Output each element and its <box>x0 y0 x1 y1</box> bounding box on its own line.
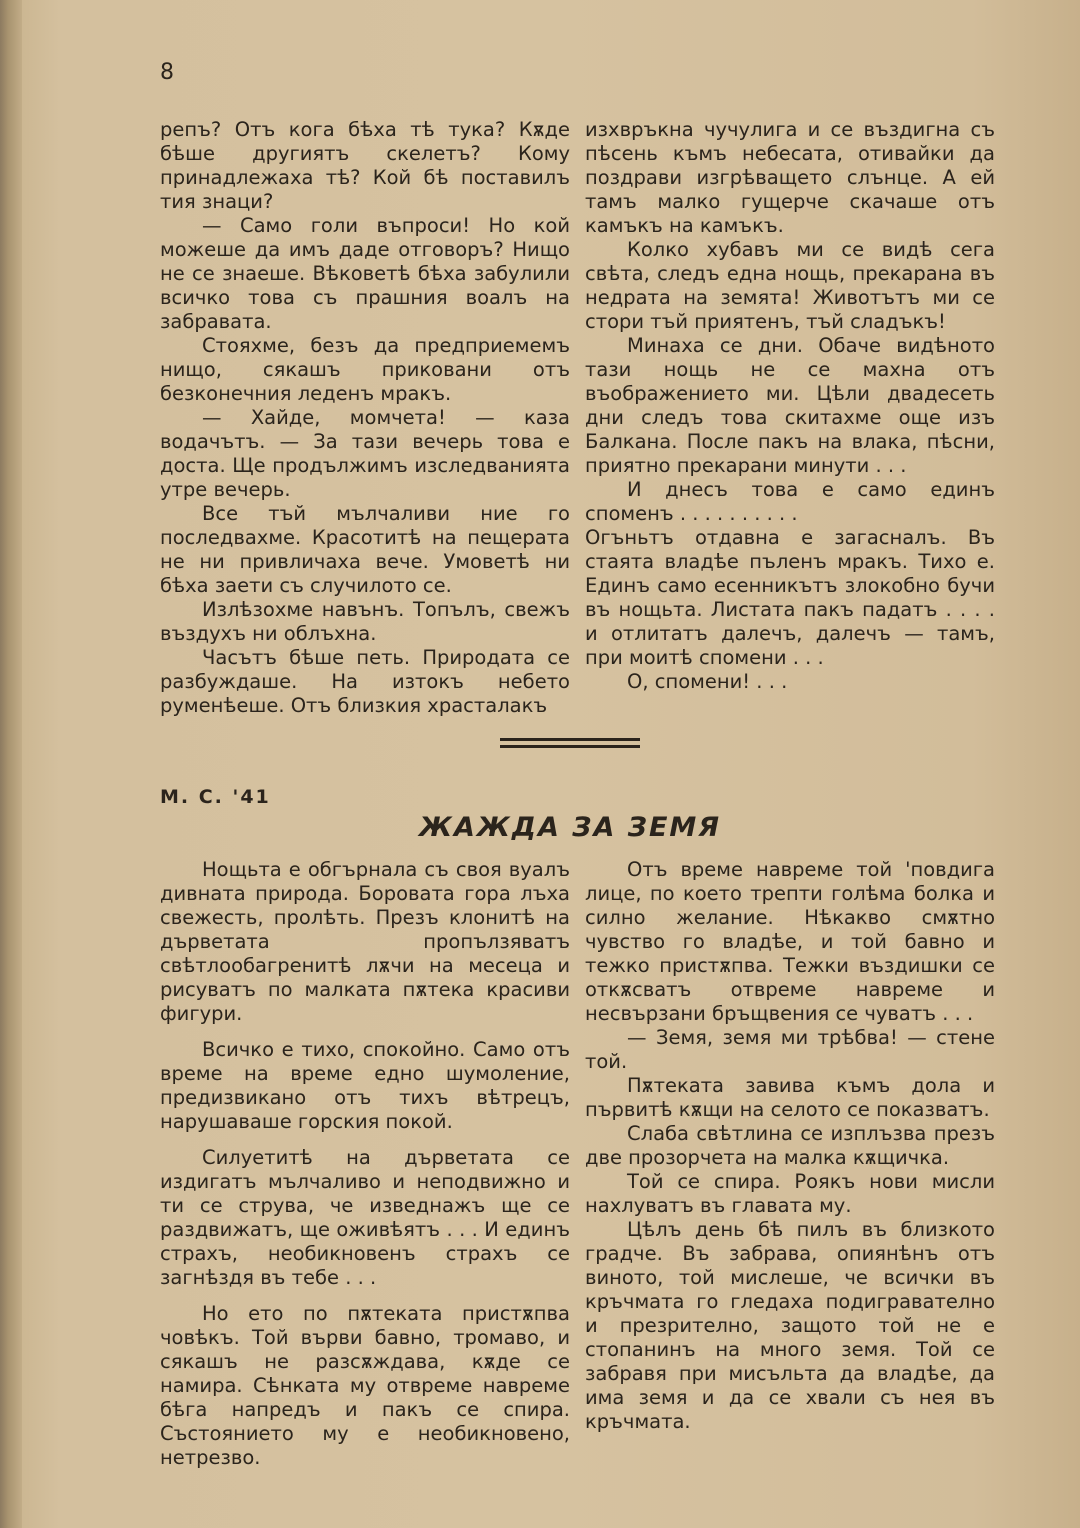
paragraph: Всичко е тихо, спокойно. Само отъ време на време едно шумоление, предизвикано отъ тихъ вѣтрецъ, нарушаваше горския покой. <box>160 1038 570 1133</box>
article-title: ЖАЖДА ЗА ЗЕМЯ <box>418 812 722 843</box>
paragraph: Но ето по пѫтеката пристѫпва човѣкъ. Той върви бавно, тромаво, и сякашъ не разсѫждава, кѫде се намира. Сѣнката му отвреме навреме бѣга напредъ и пакъ се спира. Състоянието му е необикновено, нетрезво. <box>160 1302 570 1469</box>
paragraph: Минаха се дни. Обаче видѣното тази нощь не се махна отъ въображението ми. Цѣли двадесеть дни следъ това скитахме още изъ Балкана. После пакъ на влака, пѣсни, приятно прекарани минути . . . <box>585 334 995 477</box>
paragraph: Той се спира. Роякъ нови мисли нахлуватъ въ главата му. <box>585 1170 995 1217</box>
paragraph: И днесъ това е само единъ споменъ . . . . . . . . . . <box>585 478 995 525</box>
paragraph: Отъ време навреме той 'повдига лице, по което трепти голѣма болка и силно желание. Нѣкакво смѫтно чувство го владѣе, и той бавно и тежко пристѫпва. Тежки въздишки се откѫсватъ отвреме навреме и несвързани бръщвения се чуватъ . . . <box>585 858 995 1025</box>
paragraph: репъ? Отъ кога бѣха тѣ тука? Кѫде бѣше другиятъ скелетъ? Кому принадлежаха тѣ? Кой бѣ поставилъ тия знаци? <box>160 118 570 213</box>
paragraph: Стояхме, безъ да предприемемъ нищо, сякашъ приковани отъ безконечния леденъ мракъ. <box>160 334 570 405</box>
paragraph: Цѣлъ день бѣ пилъ въ близкото градче. Въ забрава, опиянѣнъ отъ виното, той мислеше, че всички въ кръчмата го гледаха подигравателно и презрително, защото той не е стопанинъ на много земя. Той се забравя при мисъльта да владѣе, да има земя и да се хвали съ нея въ кръчмата. <box>585 1218 995 1433</box>
paragraph: Все тъй мълчаливи ние го последвахме. Красотитѣ на пещерата не ни привличаха вече. Умоветѣ ни бѣха заети съ случилото се. <box>160 502 570 597</box>
article-right-column <box>585 858 995 1434</box>
paragraph: Слаба свѣтлина се изплъзва презъ две прозорчета на малка кѫщичка. <box>585 1122 995 1169</box>
paragraph: — Само голи въпроси! Но кой можеше да имъ даде отговоръ? Нищо не се знаеше. Вѣковетѣ бѣха забулили всичко това съ прашния воалъ на забравата. <box>160 214 570 333</box>
paragraph: Силуетитѣ на дърветата се издигатъ мълчаливо и неподвижно и ти се струва, че изведнажъ ще се раздвижатъ, ще оживѣятъ . . . И единъ страхъ, необикновенъ страхъ се загнѣздя въ тебе . . . <box>160 1146 570 1289</box>
story-end-right-column <box>585 118 995 694</box>
story-end-left-column <box>160 118 570 718</box>
author-signature: М. С. '41 <box>160 786 271 808</box>
paragraph: Излѣзохме навънъ. Топълъ, свежъ въздухъ ни облъхна. <box>160 598 570 645</box>
paragraph: — Хайде, момчета! — каза водачътъ. — За тази вечерь това е доста. Ще продължимъ изследванията утре вечерь. <box>160 406 570 501</box>
paragraph: Нощьта е обгърнала съ своя вуалъ дивната природа. Боровата гора лъха свежесть, пролѣть. Презъ клонитѣ на дърветата пропълзяватъ свѣтлообагренитѣ лѫчи на месеца и рисуватъ по малката пѫтека красиви фигури. <box>160 858 570 1025</box>
article-left-column <box>160 858 570 1470</box>
paragraph: Огъньтъ отдавна е загасналъ. Въ стаята владѣе пъленъ мракъ. Тихо е. Единъ само есенникътъ злокобно бучи въ нощьта. Листата пакъ падатъ . . . . и отлитатъ далечъ, далечъ — тамъ, при моитѣ спомени . . . <box>585 526 995 669</box>
paragraph: Часътъ бѣше петь. Природата се разбуждаше. На изтокъ небето руменѣеше. Отъ близкия храсталакъ <box>160 646 570 717</box>
paragraph: Колко хубавъ ми се видѣ сега свѣта, следъ една нощь, прекарана въ недрата на земята! Животътъ ми се стори тъй приятенъ, тъй сладъкъ! <box>585 238 995 333</box>
page-number: 8 <box>160 60 174 85</box>
paragraph: изхвръкна чучулига и се въздигна съ пѣсень къмъ небесата, отивайки да поздрави изгрѣващето слънце. А ей тамъ малко гущерче скачаше отъ камъкъ на камъкъ. <box>585 118 995 237</box>
paragraph: — Земя, земя ми трѣбва! — стене той. <box>585 1026 995 1073</box>
paragraph: О, спомени! . . . <box>627 670 788 693</box>
paragraph: Пѫтеката завива къмъ дола и първитѣ кѫщи на селото се показватъ. <box>585 1074 995 1121</box>
section-divider <box>500 738 640 756</box>
page-binding-edge <box>0 0 22 1528</box>
